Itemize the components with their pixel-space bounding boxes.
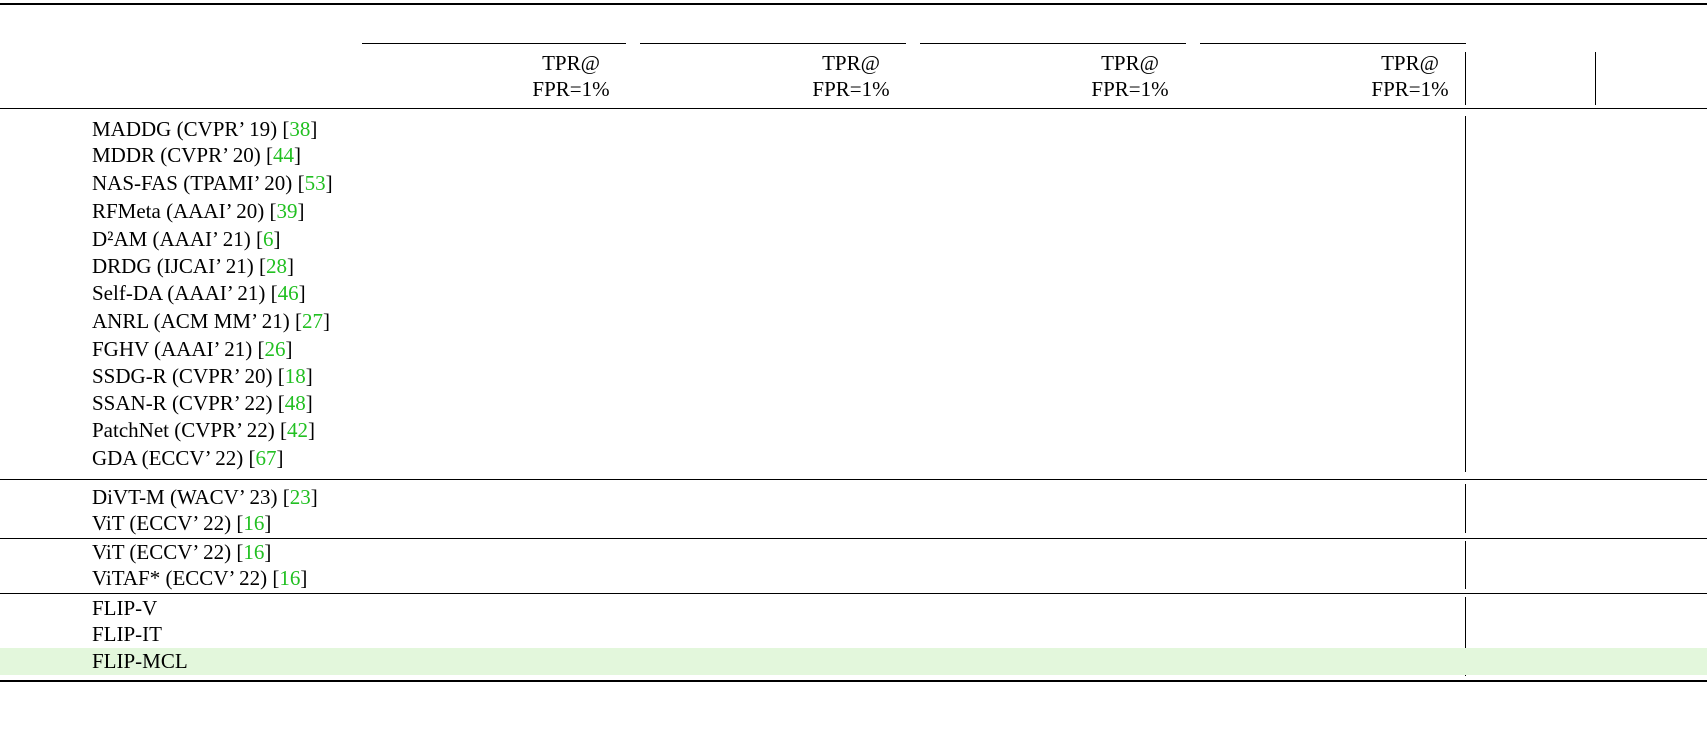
col-tpr [812,50,889,102]
col-tpr [1091,50,1168,102]
method-name: ViT (ECCV’ 22) [16] [92,540,272,564]
method-name: ViTAF* (ECCV’ 22) [16] [92,566,308,590]
method-text: Self-DA (AAAI’ 21) [92,281,266,305]
group-underline-1 [640,43,906,44]
group-underline-2 [920,43,1186,44]
tpr-label: TPR@ [542,51,600,75]
method-text: MDDR (CVPR’ 20) [92,143,261,167]
top-rule [0,3,1707,5]
tpr-label: TPR@ [822,51,880,75]
method-text: GDA (ECCV’ 22) [92,446,244,470]
tpr-label: TPR@ [1381,51,1439,75]
method-text: ViT (ECCV’ 22) [92,540,232,564]
method-name: ViT (ECCV’ 22) [16] [92,511,272,535]
method-name: FGHV (AAAI’ 21) [26] [92,337,293,361]
citation-link[interactable]: 44 [273,143,295,167]
method-name: NAS-FAS (TPAMI’ 20) [53] [92,171,333,195]
citation-link[interactable]: 39 [276,199,298,223]
col-tpr [1371,50,1448,102]
citation-link[interactable]: 18 [284,364,306,388]
citation-link[interactable]: 23 [289,485,311,509]
method-text: DiVT-M (WACV’ 23) [92,485,278,509]
method-name: DRDG (IJCAI’ 21) [28] [92,254,295,278]
method-text: ViT (ECCV’ 22) [92,511,232,535]
method-name [92,595,157,621]
method-name: D²AM (AAAI’ 21) [6] [92,227,281,251]
citation-link[interactable]: 53 [304,171,326,195]
citation-link[interactable]: 28 [266,254,288,278]
group-underline-3 [1200,43,1466,44]
fpr-label: FPR=1% [1371,77,1449,101]
section-rule-2 [0,593,1707,594]
method-name: DiVT-M (WACV’ 23) [23] [92,485,318,509]
method-text: NAS-FAS (TPAMI’ 20) [92,171,293,195]
group-underline-0 [362,43,626,44]
avg-divider-2 [1465,541,1466,589]
citation-link[interactable]: 42 [287,418,309,442]
method-name: Self-DA (AAAI’ 21) [46] [92,281,306,305]
method-text: PatchNet (CVPR’ 22) [92,418,275,442]
avg-divider-header [1595,52,1596,105]
method-name: ANRL (ACM MM’ 21) [27] [92,309,330,333]
avg-divider-1 [1465,484,1466,533]
fpr-label: FPR=1% [532,77,610,101]
fpr-label: FPR=1% [1091,77,1169,101]
avg-divider-top [1465,52,1466,105]
method-name: GDA (ECCV’ 22) [67] [92,446,284,470]
citation-link[interactable]: 16 [279,566,301,590]
avg-divider-0 [1465,116,1466,472]
method-text: FLIP-V [92,596,158,620]
method-text: FLIP-IT [92,622,162,646]
method-text: RFMeta (AAAI’ 20) [92,199,265,223]
method-name: SSAN-R (CVPR’ 22) [48] [92,391,313,415]
citation-link[interactable]: 67 [255,446,277,470]
citation-link[interactable]: 27 [302,309,323,333]
method-name: SSDG-R (CVPR’ 20) [18] [92,364,313,388]
citation-link[interactable]: 16 [243,511,265,535]
citation-link[interactable]: 46 [277,281,299,305]
method-text: DRDG (IJCAI’ 21) [92,254,254,278]
method-text: FLIP-MCL [92,649,188,673]
fpr-label: FPR=1% [812,77,890,101]
tpr-label: TPR@ [1101,51,1159,75]
method-text: SSDG-R (CVPR’ 20) [92,364,273,388]
method-name: RFMeta (AAAI’ 20) [39] [92,199,305,223]
method-text: ViTAF* (ECCV’ 22) [92,566,268,590]
citation-link[interactable]: 6 [262,227,274,251]
header-rule [0,108,1707,109]
method-text: ANRL (ACM MM’ 21) [92,309,290,333]
method-text: D²AM (AAAI’ 21) [92,227,251,251]
section-rule-0 [0,479,1707,480]
method-text: FGHV (AAAI’ 21) [92,337,253,361]
citation-link[interactable]: 48 [284,391,306,415]
bottom-rule [0,680,1707,682]
method-text: MADDG (CVPR’ 19) [92,117,278,141]
method-name [92,648,188,674]
method-name: PatchNet (CVPR’ 22) [42] [92,418,316,442]
method-name: MADDG (CVPR’ 19) [38] [92,117,318,141]
method-name: MDDR (CVPR’ 20) [44] [92,143,302,167]
citation-link[interactable]: 38 [289,117,311,141]
method-name [92,621,162,647]
highlight-row [0,648,1707,675]
method-text: SSAN-R (CVPR’ 22) [92,391,273,415]
col-tpr [532,50,609,102]
citation-link[interactable]: 26 [264,337,286,361]
citation-link[interactable]: 16 [243,540,265,564]
